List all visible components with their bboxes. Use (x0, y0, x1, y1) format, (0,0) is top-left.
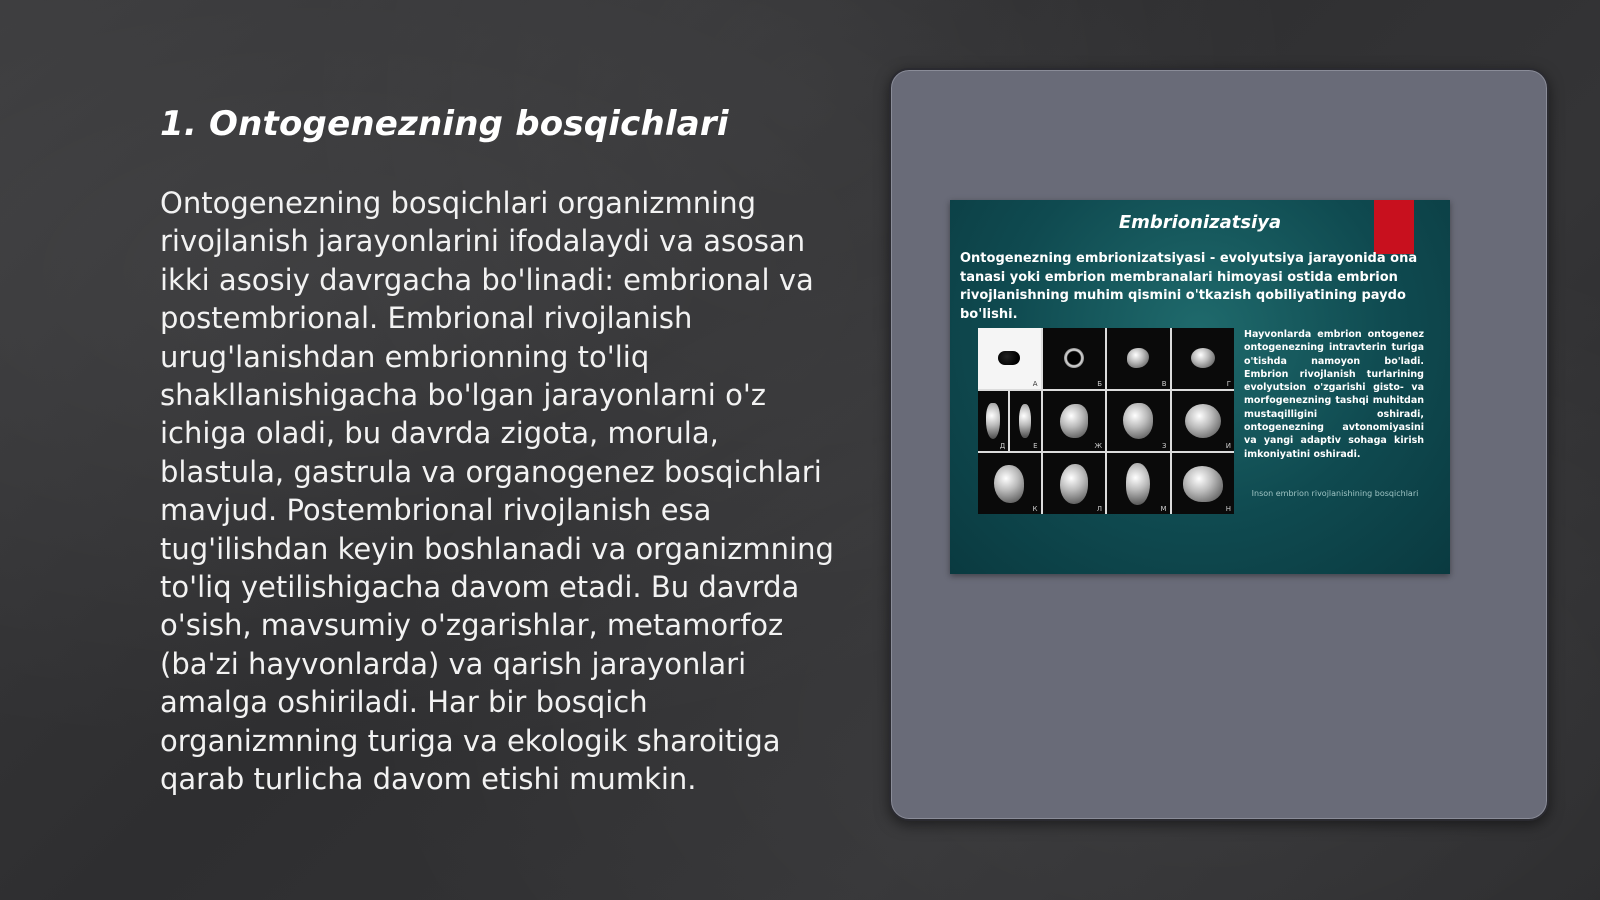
embryo-panel: Г (1172, 328, 1235, 389)
slide-title: 1. Ontogenezning bosqichlari (160, 104, 729, 144)
embryo-panel: И (1172, 391, 1235, 452)
embryo-panel: A (978, 328, 1041, 389)
embryo-panel: Б (1043, 328, 1106, 389)
embryo-panel: К (978, 453, 1041, 514)
embedded-slide-text: Ontogenezning embrionizatsiyasi - evolyutsiya jarayonida ona tanasi yoki embrion membranalari himoyasi ostida embrion rivojlanishning muhim qismini o'tkazish qobiliyatining paydo bo'lishi. (960, 251, 1418, 322)
embryo-panel: М (1107, 453, 1170, 514)
embryo-panel: З (1107, 391, 1170, 452)
embryo-panel: Ж (1043, 391, 1106, 452)
embryo-panel: Л (1043, 453, 1106, 514)
embedded-slide-side-text: Hayvonlarda embrion ontogenez ontogenezning intravterin turiga o'tishda namoyon bo'ladi. Embrion rivojlanish turlarining evolyutsion o'zgarishi gisto- va morfogenezning tashqi muhitdan mustaqilligini oshiradi, ontogenezning avtonomiyasini va yangi adaptiv sohaga kirish imkoniyatini oshiradi. (1244, 329, 1424, 460)
embedded-slide-image (950, 200, 1450, 574)
slide-body-text: Ontogenezning bosqichlari organizmning rivojlanish jarayonlarini ifodalaydi va asosan ikki asosiy davrgacha bo'linadi: embrional va postembrional. Embrional rivojlanish urug'lanishdan embrionning to'liq shakllanishigacha bo'lgan jarayonlarni o'z ichiga oladi, bu davrda zigota, morula, blastula, gastrula va organogenez bosqichlari mavjud. Postembrional rivojlanish esa tug'ilishdan keyin boshlanadi va organizmning to'liq yetilishigacha davom etadi. Bu davrda o'sish, mavsumiy o'zgarishlar, metamorfoz (ba'zi hayvonlarda) va qarish jarayonlari amalga oshiriladi. Har bir bosqich organizmning turiga va ekologik sharoitiga qarab turlicha davom etishi mumkin. (160, 186, 834, 797)
embryo-panel: Н (1172, 453, 1235, 514)
embryo-panel: В (1107, 328, 1170, 389)
embryo-stages-grid (978, 328, 1234, 514)
embedded-slide-title: Embrionizatsiya (1118, 212, 1282, 233)
embryo-panel: Д Е (978, 391, 1041, 452)
embedded-slide-caption: Inson embrion rivojlanishining bosqichlari (1251, 489, 1419, 498)
